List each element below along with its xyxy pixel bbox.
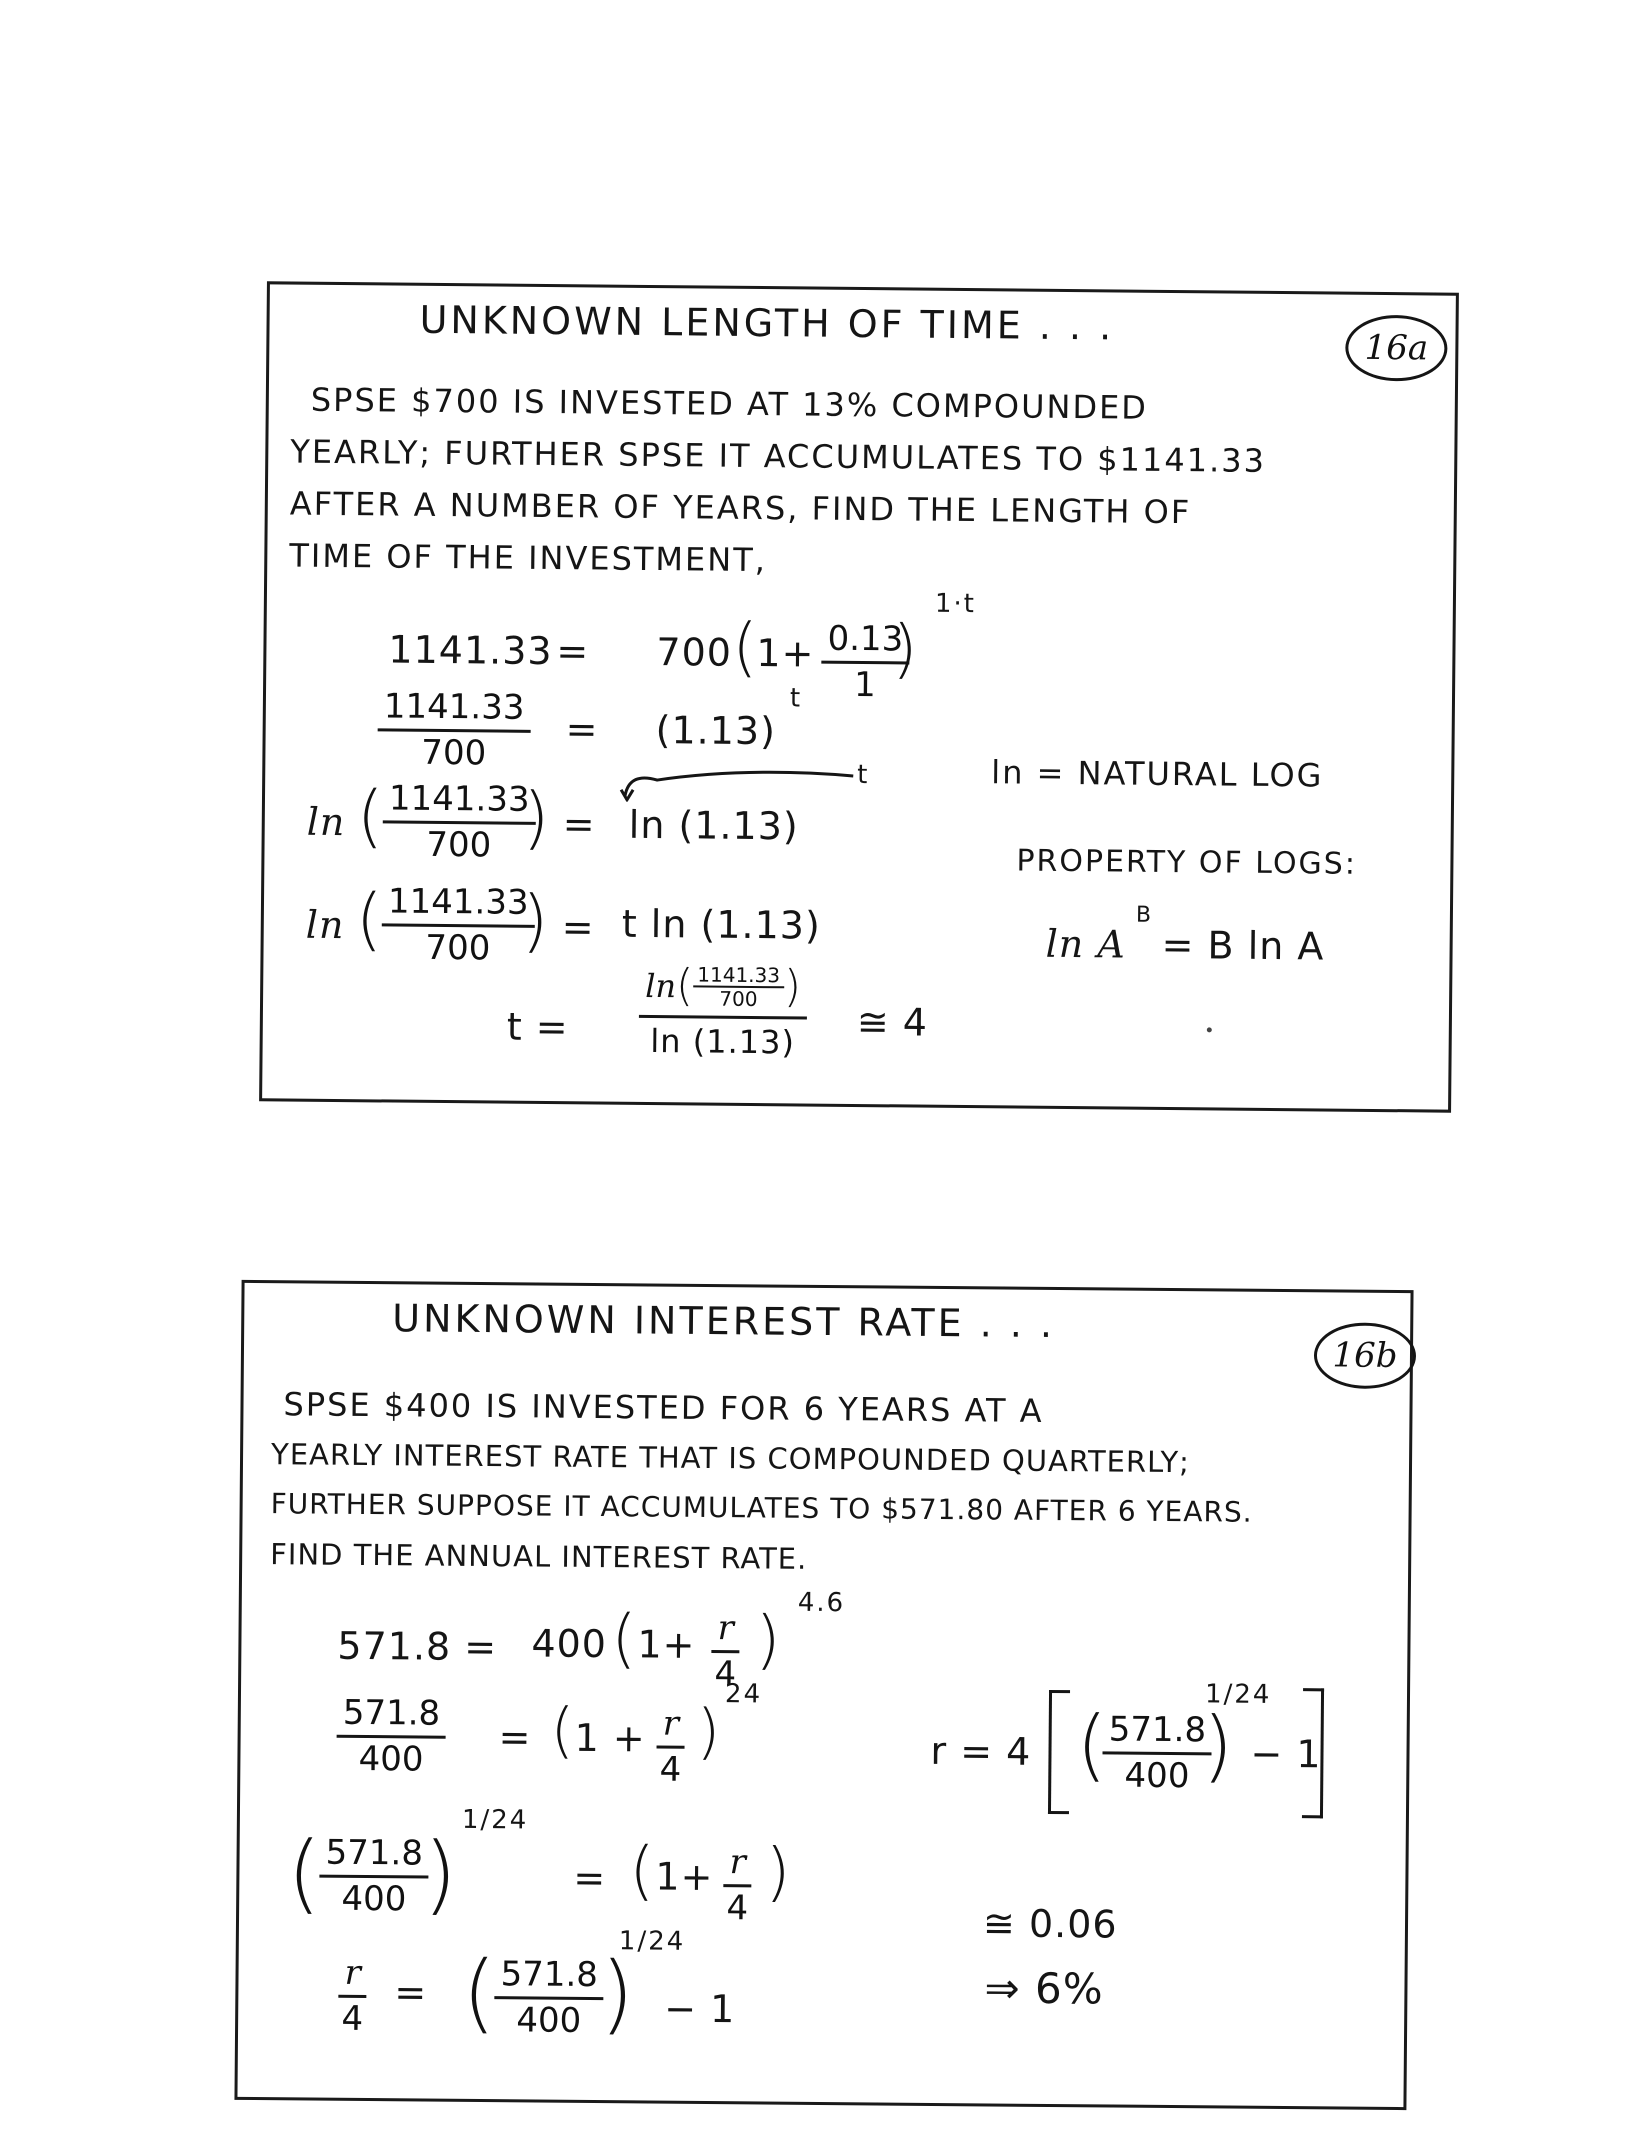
card-number-badge: 16b xyxy=(1314,1322,1417,1389)
problem-line-2: YEARLY INTEREST RATE THAT IS COMPOUNDED QUARTERLY; xyxy=(270,1437,1191,1480)
card-unknown-interest-rate xyxy=(234,1280,1413,2110)
problem-line-1: SPSE $400 IS INVESTED FOR 6 YEARS AT A xyxy=(283,1385,1044,1430)
card-title: UNKNOWN INTEREST RATE . . . xyxy=(392,1296,1056,1347)
card-number-badge: 16a xyxy=(1345,315,1448,382)
problem-line-3: AFTER A NUMBER OF YEARS, FIND THE LENGTH OF xyxy=(289,484,1192,532)
equation-1: 1141.33 = 700 ( 1+ $\frac{0.13}{1}$ ) 1·t xyxy=(388,588,977,706)
equation-2: $\frac{571.8}{400}$ = ( 1 + $\frac{r}{4}$ ) 24 xyxy=(245,1283,1411,1293)
problem-line-3: FURTHER SUPPOSE IT ACCUMULATES TO $571.80 AFTER 6 YEARS. xyxy=(270,1487,1253,1529)
final-result: ⇒ 6% xyxy=(984,1963,1104,2014)
note-property-of-logs: PROPERTY OF LOGS: xyxy=(1016,843,1358,882)
equation-3: ( $\frac{571.8}{400}$ ) 1/24 = ( 1+ $\frac{r}{4}$ ) xyxy=(286,1804,791,1929)
curved-arrow-icon xyxy=(617,762,867,804)
problem-line-4: FIND THE ANNUAL INTEREST RATE. xyxy=(270,1537,808,1576)
equation-4: $\frac{r}{4}$ = ( $\frac{571.8}{400}$ ) 1/24 − 1 xyxy=(245,1283,1411,1293)
card-unknown-length-of-time xyxy=(259,281,1459,1112)
equation-2: $\frac{1141.33}{700}$ = (1.13) t xyxy=(270,284,1456,295)
note-natural-log: ln = NATURAL LOG xyxy=(991,753,1324,795)
equation-5: t = ln ( 1141.33 700 ) ln (1.13) ≅ 4 xyxy=(506,960,929,1062)
equation-4: ln ( $\frac{1141.33}{700}$ ) = t ln (1.13) xyxy=(305,880,821,969)
equation-5: r = 4 ( $\frac{571.8}{400}$ ) 1/24 − 1 xyxy=(245,1283,1411,1293)
problem-line-4: TIME OF THE INVESTMENT, xyxy=(289,536,768,580)
problem-line-1: SPSE $700 IS INVESTED AT 13% COMPOUNDED xyxy=(310,380,1149,427)
equation-1: 571.8 = 400 ( 1+ $\frac{r}{4}$ ) 4.6 xyxy=(337,1587,846,1695)
card-title: UNKNOWN LENGTH OF TIME . . . xyxy=(419,297,1115,349)
approx-value: ≅ 0.06 xyxy=(982,1901,1118,1947)
problem-line-2: YEARLY; FURTHER SPSE IT ACCUMULATES TO $1141.33 xyxy=(290,432,1267,480)
note-log-rule: ln A B = B ln A xyxy=(1045,902,1325,969)
equation-3: ln ( $\frac{1141.33}{700}$ ) = ln (1.13) t xyxy=(306,759,870,866)
